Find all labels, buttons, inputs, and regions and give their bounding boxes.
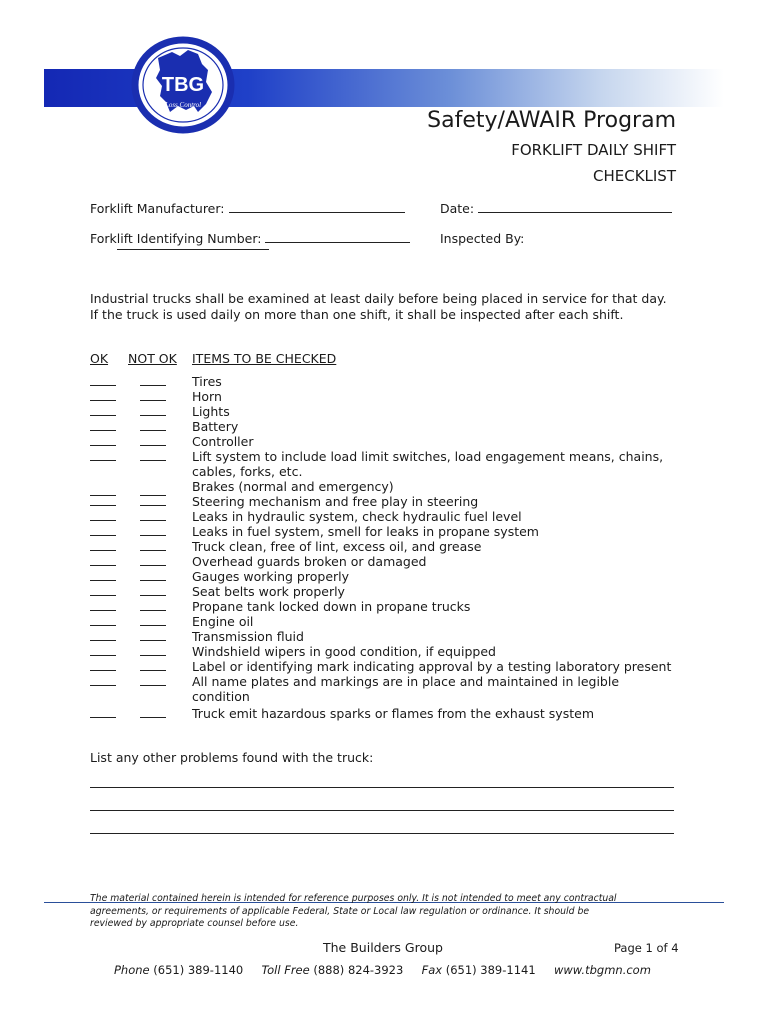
tollfree-label: Toll Free bbox=[261, 963, 310, 977]
fax-number: (651) 389-1141 bbox=[445, 963, 536, 977]
tollfree-number: (888) 824-3923 bbox=[313, 963, 404, 977]
ok-blank[interactable] bbox=[90, 414, 116, 416]
document-title-line2: CHECKLIST bbox=[592, 167, 676, 185]
not-ok-blank[interactable] bbox=[140, 414, 166, 416]
not-ok-blank[interactable] bbox=[140, 494, 166, 496]
checklist-item: Brakes (normal and emergency) bbox=[192, 479, 394, 494]
problems-line-1[interactable] bbox=[90, 787, 674, 788]
not-ok-blank[interactable] bbox=[140, 669, 166, 671]
not-ok-blank[interactable] bbox=[140, 459, 166, 461]
not-ok-blank[interactable] bbox=[140, 684, 166, 686]
id-number-blank[interactable] bbox=[265, 231, 410, 243]
checklist-item: Seat belts work properly bbox=[192, 584, 345, 599]
ok-blank[interactable] bbox=[90, 534, 116, 536]
checklist-item: All name plates and markings are in place and maintained in legible bbox=[192, 674, 620, 689]
not-ok-blank[interactable] bbox=[140, 549, 166, 551]
date-label: Date: bbox=[440, 201, 475, 216]
not-ok-blank[interactable] bbox=[140, 624, 166, 626]
checklist-item: Truck clean, free of lint, excess oil, and grease bbox=[192, 539, 482, 554]
ok-blank[interactable] bbox=[90, 429, 116, 431]
ok-blank[interactable] bbox=[90, 639, 116, 641]
disclaimer-line-3: reviewed by appropriate counsel before use. bbox=[90, 918, 299, 929]
not-ok-blank[interactable] bbox=[140, 534, 166, 536]
checklist-item: Leaks in hydraulic system, check hydraulic fuel level bbox=[192, 509, 522, 524]
fax-label: Fax bbox=[421, 963, 443, 977]
manufacturer-label: Forklift Manufacturer: bbox=[90, 201, 225, 216]
id-number-label: Forklift Identifying Number: bbox=[90, 231, 262, 246]
inspected-by-field bbox=[440, 231, 524, 246]
program-title: Safety/AWAIR Program bbox=[427, 108, 676, 133]
checklist-item: Lift system to include load limit switches, load engagement means, chains, bbox=[192, 449, 664, 464]
not-ok-blank[interactable] bbox=[140, 399, 166, 401]
id-number-field bbox=[90, 231, 410, 246]
checklist-item: Transmission fluid bbox=[192, 629, 304, 644]
website-link[interactable]: www.tbgmn.com bbox=[553, 963, 651, 977]
not-ok-blank[interactable] bbox=[140, 594, 166, 596]
disclaimer bbox=[90, 893, 690, 931]
col-header-items: ITEMS TO BE CHECKED bbox=[192, 351, 337, 366]
ok-blank[interactable] bbox=[90, 494, 116, 496]
inspected-by-blank[interactable] bbox=[117, 249, 269, 250]
ok-blank[interactable] bbox=[90, 444, 116, 446]
checklist-item: Controller bbox=[192, 434, 254, 449]
ok-blank[interactable] bbox=[90, 654, 116, 656]
ok-blank[interactable] bbox=[90, 624, 116, 626]
checklist-item: Lights bbox=[192, 404, 230, 419]
ok-blank[interactable] bbox=[90, 399, 116, 401]
company-name: The Builders Group bbox=[323, 940, 443, 955]
document-title-line1: FORKLIFT DAILY SHIFT bbox=[511, 141, 676, 159]
ok-blank[interactable] bbox=[90, 459, 116, 461]
manufacturer-blank[interactable] bbox=[229, 201, 405, 213]
intro-paragraph bbox=[90, 291, 690, 323]
disclaimer-line-2: agreements, or requirements of applicable Federal, State or Local law regulation or ordinance. It should be bbox=[90, 905, 590, 917]
checklist-item: Windshield wipers in good condition, if equipped bbox=[192, 644, 496, 659]
phone-number: (651) 389-1140 bbox=[153, 963, 244, 977]
contact-line bbox=[114, 963, 651, 977]
problems-line-2[interactable] bbox=[90, 810, 674, 811]
ok-blank[interactable] bbox=[90, 579, 116, 581]
not-ok-blank[interactable] bbox=[140, 519, 166, 521]
not-ok-blank[interactable] bbox=[140, 384, 166, 386]
document-title bbox=[300, 137, 676, 189]
checklist-item: Battery bbox=[192, 419, 239, 434]
checklist-item: Engine oil bbox=[192, 614, 254, 629]
not-ok-blank[interactable] bbox=[140, 639, 166, 641]
disclaimer-line-1: The material contained herein is intended for reference purposes only. It is not intended to meet any contractual bbox=[90, 893, 617, 904]
ok-blank[interactable] bbox=[90, 684, 116, 686]
date-blank[interactable] bbox=[478, 201, 672, 213]
checklist-item: Horn bbox=[192, 389, 222, 404]
not-ok-blank[interactable] bbox=[140, 444, 166, 446]
ok-blank[interactable] bbox=[90, 549, 116, 551]
manufacturer-field bbox=[90, 201, 405, 216]
inspected-by-label: Inspected By: bbox=[440, 231, 525, 246]
not-ok-blank[interactable] bbox=[140, 609, 166, 611]
tbg-logo bbox=[128, 36, 238, 134]
checklist-item: condition bbox=[192, 689, 250, 704]
checklist-item: Steering mechanism and free play in steering bbox=[192, 494, 479, 509]
problems-label: List any other problems found with the truck: bbox=[90, 750, 374, 765]
checklist-item: Gauges working properly bbox=[192, 569, 350, 584]
checklist-item: cables, forks, etc. bbox=[192, 464, 303, 479]
intro-line-2: If the truck is used daily on more than one shift, it shall be inspected after each shift. bbox=[90, 307, 624, 322]
logo-text: TBG bbox=[161, 74, 205, 96]
checklist-item: Label or identifying mark indicating approval by a testing laboratory present bbox=[192, 659, 672, 674]
page-number: Page 1 of 4 bbox=[614, 941, 679, 955]
phone-label: Phone bbox=[114, 963, 150, 977]
checklist-item: Overhead guards broken or damaged bbox=[192, 554, 427, 569]
ok-blank[interactable] bbox=[90, 669, 116, 671]
not-ok-blank[interactable] bbox=[140, 716, 166, 718]
col-header-ok: OK bbox=[90, 351, 109, 366]
logo-subtext: Loss Control bbox=[164, 101, 202, 109]
ok-blank[interactable] bbox=[90, 519, 116, 521]
checklist-item: Leaks in fuel system, smell for leaks in propane system bbox=[192, 524, 539, 539]
checklist-item: Propane tank locked down in propane trucks bbox=[192, 599, 471, 614]
col-header-not-ok: NOT OK bbox=[128, 351, 177, 366]
ok-blank[interactable] bbox=[90, 594, 116, 596]
intro-line-1: Industrial trucks shall be examined at least daily before being placed in service for that day. bbox=[90, 291, 667, 306]
not-ok-blank[interactable] bbox=[140, 654, 166, 656]
problems-line-3[interactable] bbox=[90, 833, 674, 834]
ok-blank[interactable] bbox=[90, 564, 116, 566]
not-ok-blank[interactable] bbox=[140, 579, 166, 581]
ok-blank[interactable] bbox=[90, 504, 116, 506]
date-field bbox=[440, 201, 672, 216]
not-ok-blank[interactable] bbox=[140, 564, 166, 566]
not-ok-blank[interactable] bbox=[140, 504, 166, 506]
checklist-item: Truck emit hazardous sparks or flames from the exhaust system bbox=[192, 706, 594, 721]
not-ok-blank[interactable] bbox=[140, 429, 166, 431]
ok-blank[interactable] bbox=[90, 716, 116, 718]
checklist-item: Tires bbox=[192, 374, 222, 389]
ok-blank[interactable] bbox=[90, 609, 116, 611]
ok-blank[interactable] bbox=[90, 384, 116, 386]
